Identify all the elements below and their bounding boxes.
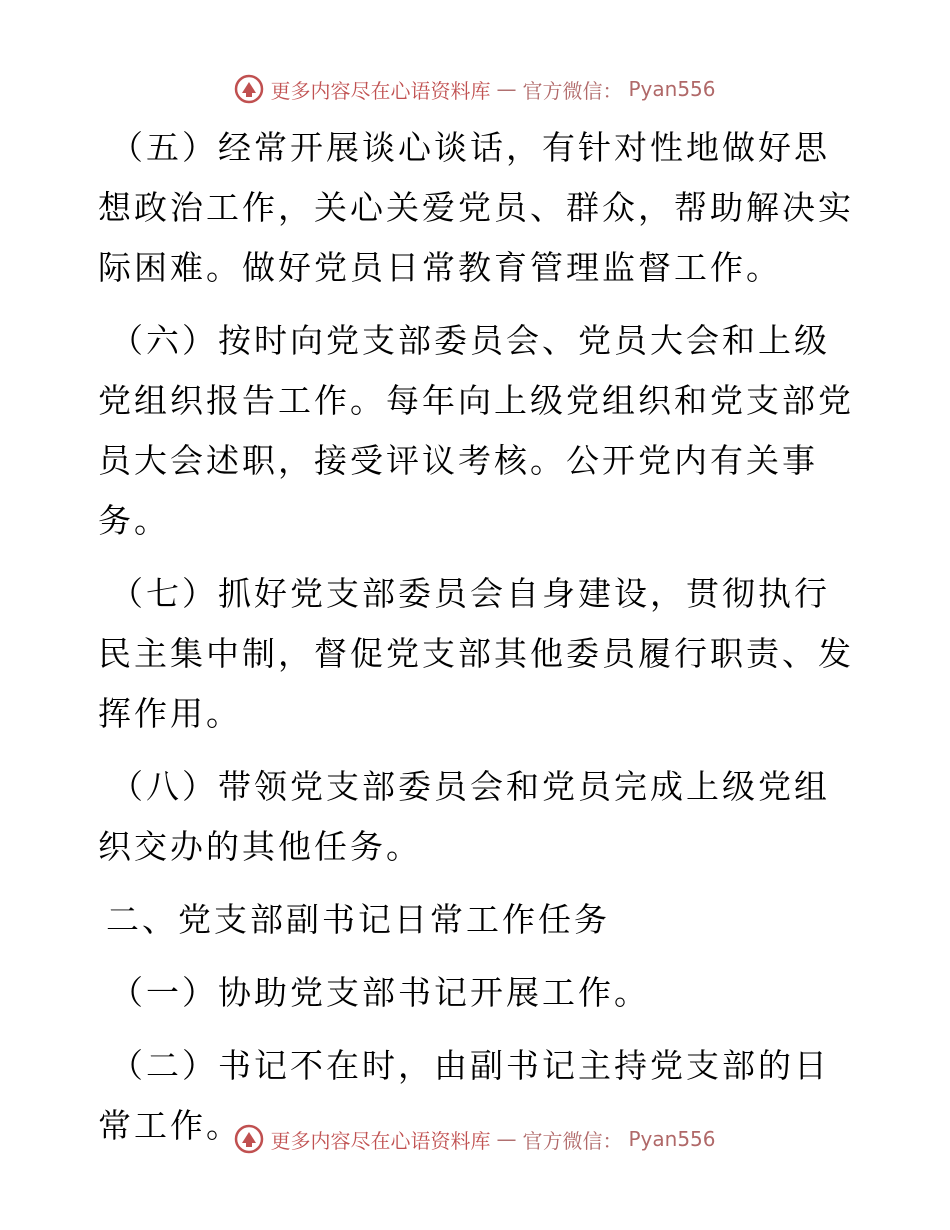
book-logo-icon	[234, 74, 264, 104]
document-body	[98, 118, 858, 1169]
book-logo-icon	[234, 1124, 264, 1154]
watermark-official-label: 官方微信：	[522, 78, 623, 103]
paragraph-item-7: （七）抓好党支部委员会自身建设，贯彻执行民主集中制，督促党支部其他委员履行职责、发挥作用。	[98, 574, 854, 733]
watermark-account: Pyan556	[628, 77, 716, 101]
paragraph-item-2: （二）书记不在时，由副书记主持党支部的日常工作。	[98, 1046, 830, 1145]
watermark-separator: —	[496, 77, 517, 101]
header-watermark	[0, 74, 950, 104]
watermark-account: Pyan556	[628, 1127, 716, 1151]
paragraph-item-6: （六）按时向党支部委员会、党员大会和上级党组织报告工作。每年向上级党组织和党支部党员大会述职，接受评议考核。公开党内有关事务。	[98, 321, 854, 540]
watermark-main-text: 更多内容尽在心语资料库	[270, 78, 491, 103]
footer-watermark	[0, 1124, 950, 1154]
paragraph-item-1: （一）协助党支部书记开展工作。	[110, 973, 650, 1012]
section-heading: 二、党支部副书记日常工作任务	[106, 900, 610, 939]
watermark-official-label: 官方微信：	[522, 1128, 623, 1153]
watermark-main-text: 更多内容尽在心语资料库	[270, 1128, 491, 1153]
paragraph-item-5: （五）经常开展谈心谈话，有针对性地做好思想政治工作，关心关爱党员、群众，帮助解决实际困难。做好党员日常教育管理监督工作。	[98, 128, 854, 287]
paragraph-item-8: （八）带领党支部委员会和党员完成上级党组织交办的其他任务。	[98, 767, 830, 866]
watermark-separator: —	[496, 1127, 517, 1151]
